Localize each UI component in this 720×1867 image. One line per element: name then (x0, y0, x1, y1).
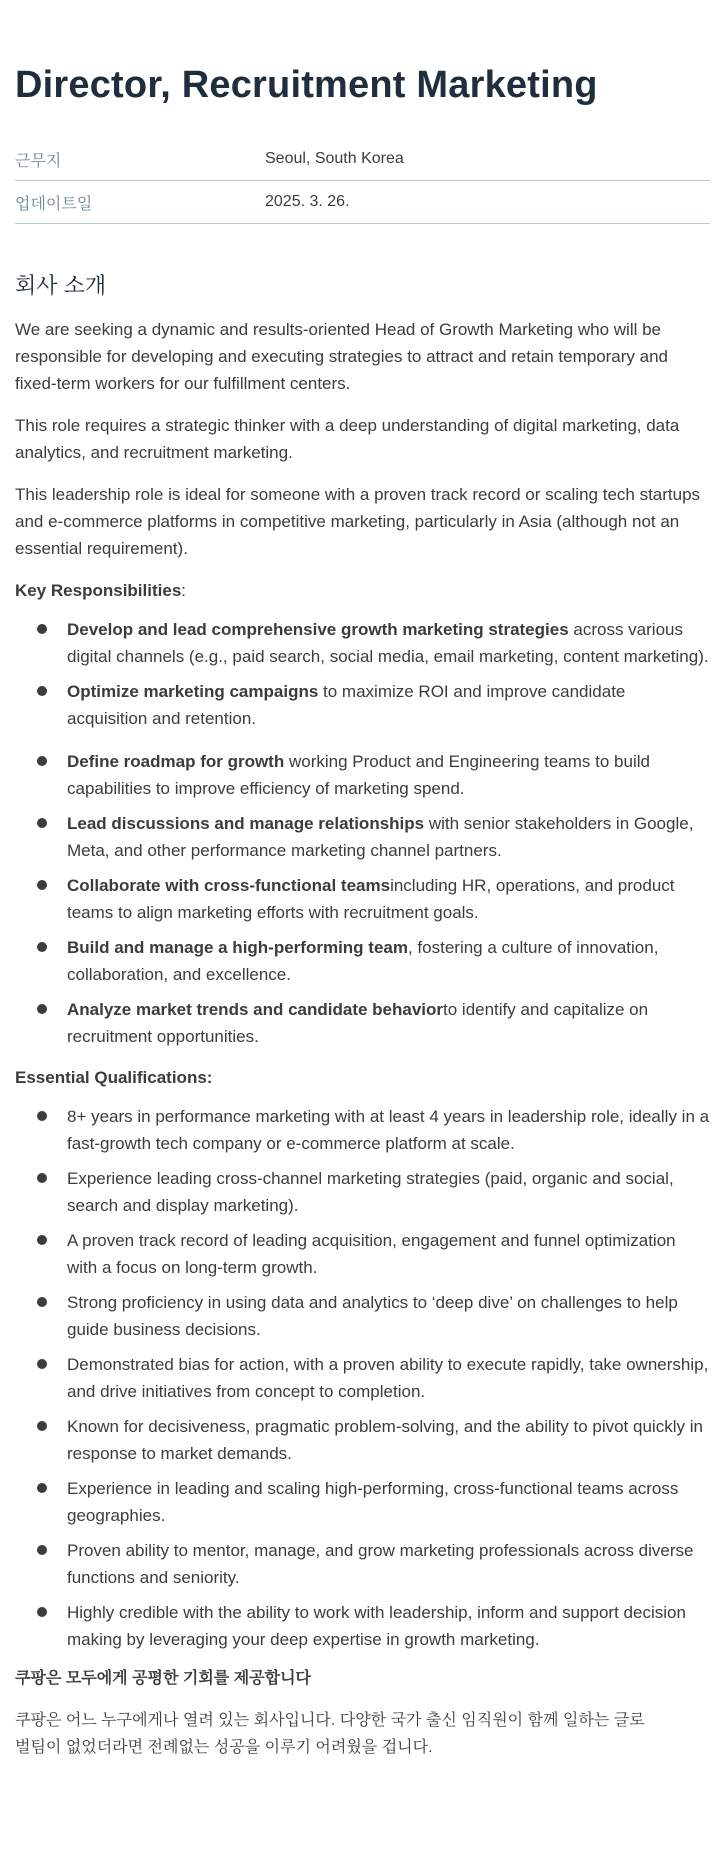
list-item (15, 678, 710, 732)
list-item (15, 810, 710, 864)
qualifications-list (15, 1103, 710, 1653)
item-bold: Build and manage a high-performing team (67, 938, 408, 957)
about-heading: 회사 소개 (15, 273, 107, 298)
item-text: Highly credible with the ability to work with leadership, inform and support decision making by leveraging your deep expertise in growth marketing. (67, 1603, 686, 1649)
item-text: working Product and Engineering teams to build capabilities to improve efficiency of marketing spend. (67, 752, 650, 798)
list-item (15, 1103, 710, 1157)
list-item (15, 1165, 710, 1219)
bullet-icon (37, 1111, 47, 1121)
list-item (15, 1227, 710, 1281)
list-item (15, 872, 710, 926)
responsibilities-list (15, 616, 709, 1050)
bullet-icon (37, 1297, 47, 1307)
qualifications-heading: Essential Qualifications: (15, 1068, 213, 1087)
item-text: to maximize ROI and improve candidate acquisition and retention. (67, 682, 626, 728)
list-item (15, 1475, 710, 1529)
item-text: 8+ years in performance marketing with at least 4 years in leadership role, ideally in a fast-growth tech company or e-commerce platform at scale. (67, 1107, 710, 1153)
item-bold: Define roadmap for growth (67, 752, 285, 771)
list-item (15, 748, 710, 802)
responsibilities-heading (15, 577, 705, 604)
item-bold: Optimize marketing campaigns (67, 682, 319, 701)
item-text: Strong proficiency in using data and analytics to ‘deep dive’ on challenges to help guide business decisions. (67, 1293, 678, 1339)
item-text: across various digital channels (e.g., paid search, social media, email marketing, content marketing). (67, 620, 709, 666)
equal-opportunity-text: 쿠팡은 어느 누구에게나 열려 있는 회사입니다. 다양한 국가 출신 임직원이 함께 일하는 글로벌팀이 없었더라면 전례없는 성공을 이루기 어려웠을 겁니다. (15, 1712, 645, 1756)
about-paragraph: This leadership role is ideal for someone with a proven track record or scaling tech startups and e-commerce platforms in competitive marketing, particularly in Asia (although not an essential requirement). (15, 485, 701, 558)
list-item (15, 1599, 710, 1653)
item-text: Known for decisiveness, pragmatic problem-solving, and the ability to pivot quickly in response to market demands. (67, 1417, 703, 1463)
item-text: including HR, operations, and product teams to align marketing efforts with recruitment goals. (67, 876, 675, 922)
list-item (15, 996, 710, 1050)
bullet-icon (37, 1359, 47, 1369)
item-bold: Develop and lead comprehensive growth marketing strategies (67, 620, 569, 639)
bullet-icon (37, 1235, 47, 1245)
equal-opportunity-heading: 쿠팡은 모두에게 공평한 기회를 제공합니다 (15, 1670, 311, 1687)
about-paragraph: This role requires a strategic thinker with a deep understanding of digital marketing, data analytics, and recruitment marketing. (15, 416, 680, 462)
bullet-icon (37, 1545, 47, 1555)
item-text: Experience leading cross-channel marketing strategies (paid, organic and social, search and display marketing). (67, 1169, 674, 1215)
bullet-icon (37, 1421, 47, 1431)
item-text: , fostering a culture of innovation, collaboration, and excellence. (67, 938, 659, 984)
list-item (15, 1289, 710, 1343)
bullet-icon (37, 880, 47, 890)
meta-row-location (15, 138, 710, 181)
bullet-icon (37, 686, 47, 696)
bullet-icon (37, 1483, 47, 1493)
item-bold: Collaborate with cross-functional teams (67, 876, 391, 895)
job-meta-table (15, 138, 710, 224)
bullet-icon (37, 624, 47, 634)
item-text: Experience in leading and scaling high-performing, cross-functional teams across geographies. (67, 1479, 679, 1525)
location-label: 근무지 (15, 152, 62, 170)
bullet-icon (37, 1607, 47, 1617)
updated-value: 2025. 3. 26. (265, 193, 350, 210)
responsibilities-heading-colon: : (181, 581, 187, 600)
item-bold: Lead discussions and manage relationships (67, 814, 425, 833)
item-bold: Analyze market trends and candidate behavior (67, 1000, 444, 1019)
item-text: Proven ability to mentor, manage, and grow marketing professionals across diverse functions and seniority. (67, 1541, 694, 1587)
list-item (15, 1413, 710, 1467)
bullet-icon (37, 1004, 47, 1014)
bullet-icon (37, 818, 47, 828)
about-paragraph: We are seeking a dynamic and results-oriented Head of Growth Marketing who will be responsible for developing and executing strategies to attract and retain temporary and fixed-term workers for our fulfillment centers. (15, 320, 669, 393)
list-item (15, 934, 710, 988)
meta-row-updated (15, 181, 710, 224)
item-text: to identify and capitalize on recruitment opportunities. (67, 1000, 649, 1046)
list-item (15, 616, 710, 670)
responsibilities-heading-text: Key Responsibilities (15, 581, 182, 600)
job-title: Director, Recruitment Marketing (15, 64, 598, 106)
item-text: A proven track record of leading acquisition, engagement and funnel optimization with a focus on long-term growth. (67, 1231, 676, 1277)
location-value: Seoul, South Korea (265, 150, 404, 167)
bullet-icon (37, 1173, 47, 1183)
bullet-icon (37, 942, 47, 952)
item-text: with senior stakeholders in Google, Meta, and other performance marketing channel partners. (67, 814, 694, 860)
list-item (15, 1351, 710, 1405)
job-description (15, 272, 710, 1761)
list-item (15, 1537, 710, 1591)
updated-label: 업데이트일 (15, 195, 93, 213)
bullet-icon (37, 756, 47, 766)
item-text: Demonstrated bias for action, with a proven ability to execute rapidly, take ownership, and drive initiatives from concept to completion. (67, 1355, 709, 1401)
